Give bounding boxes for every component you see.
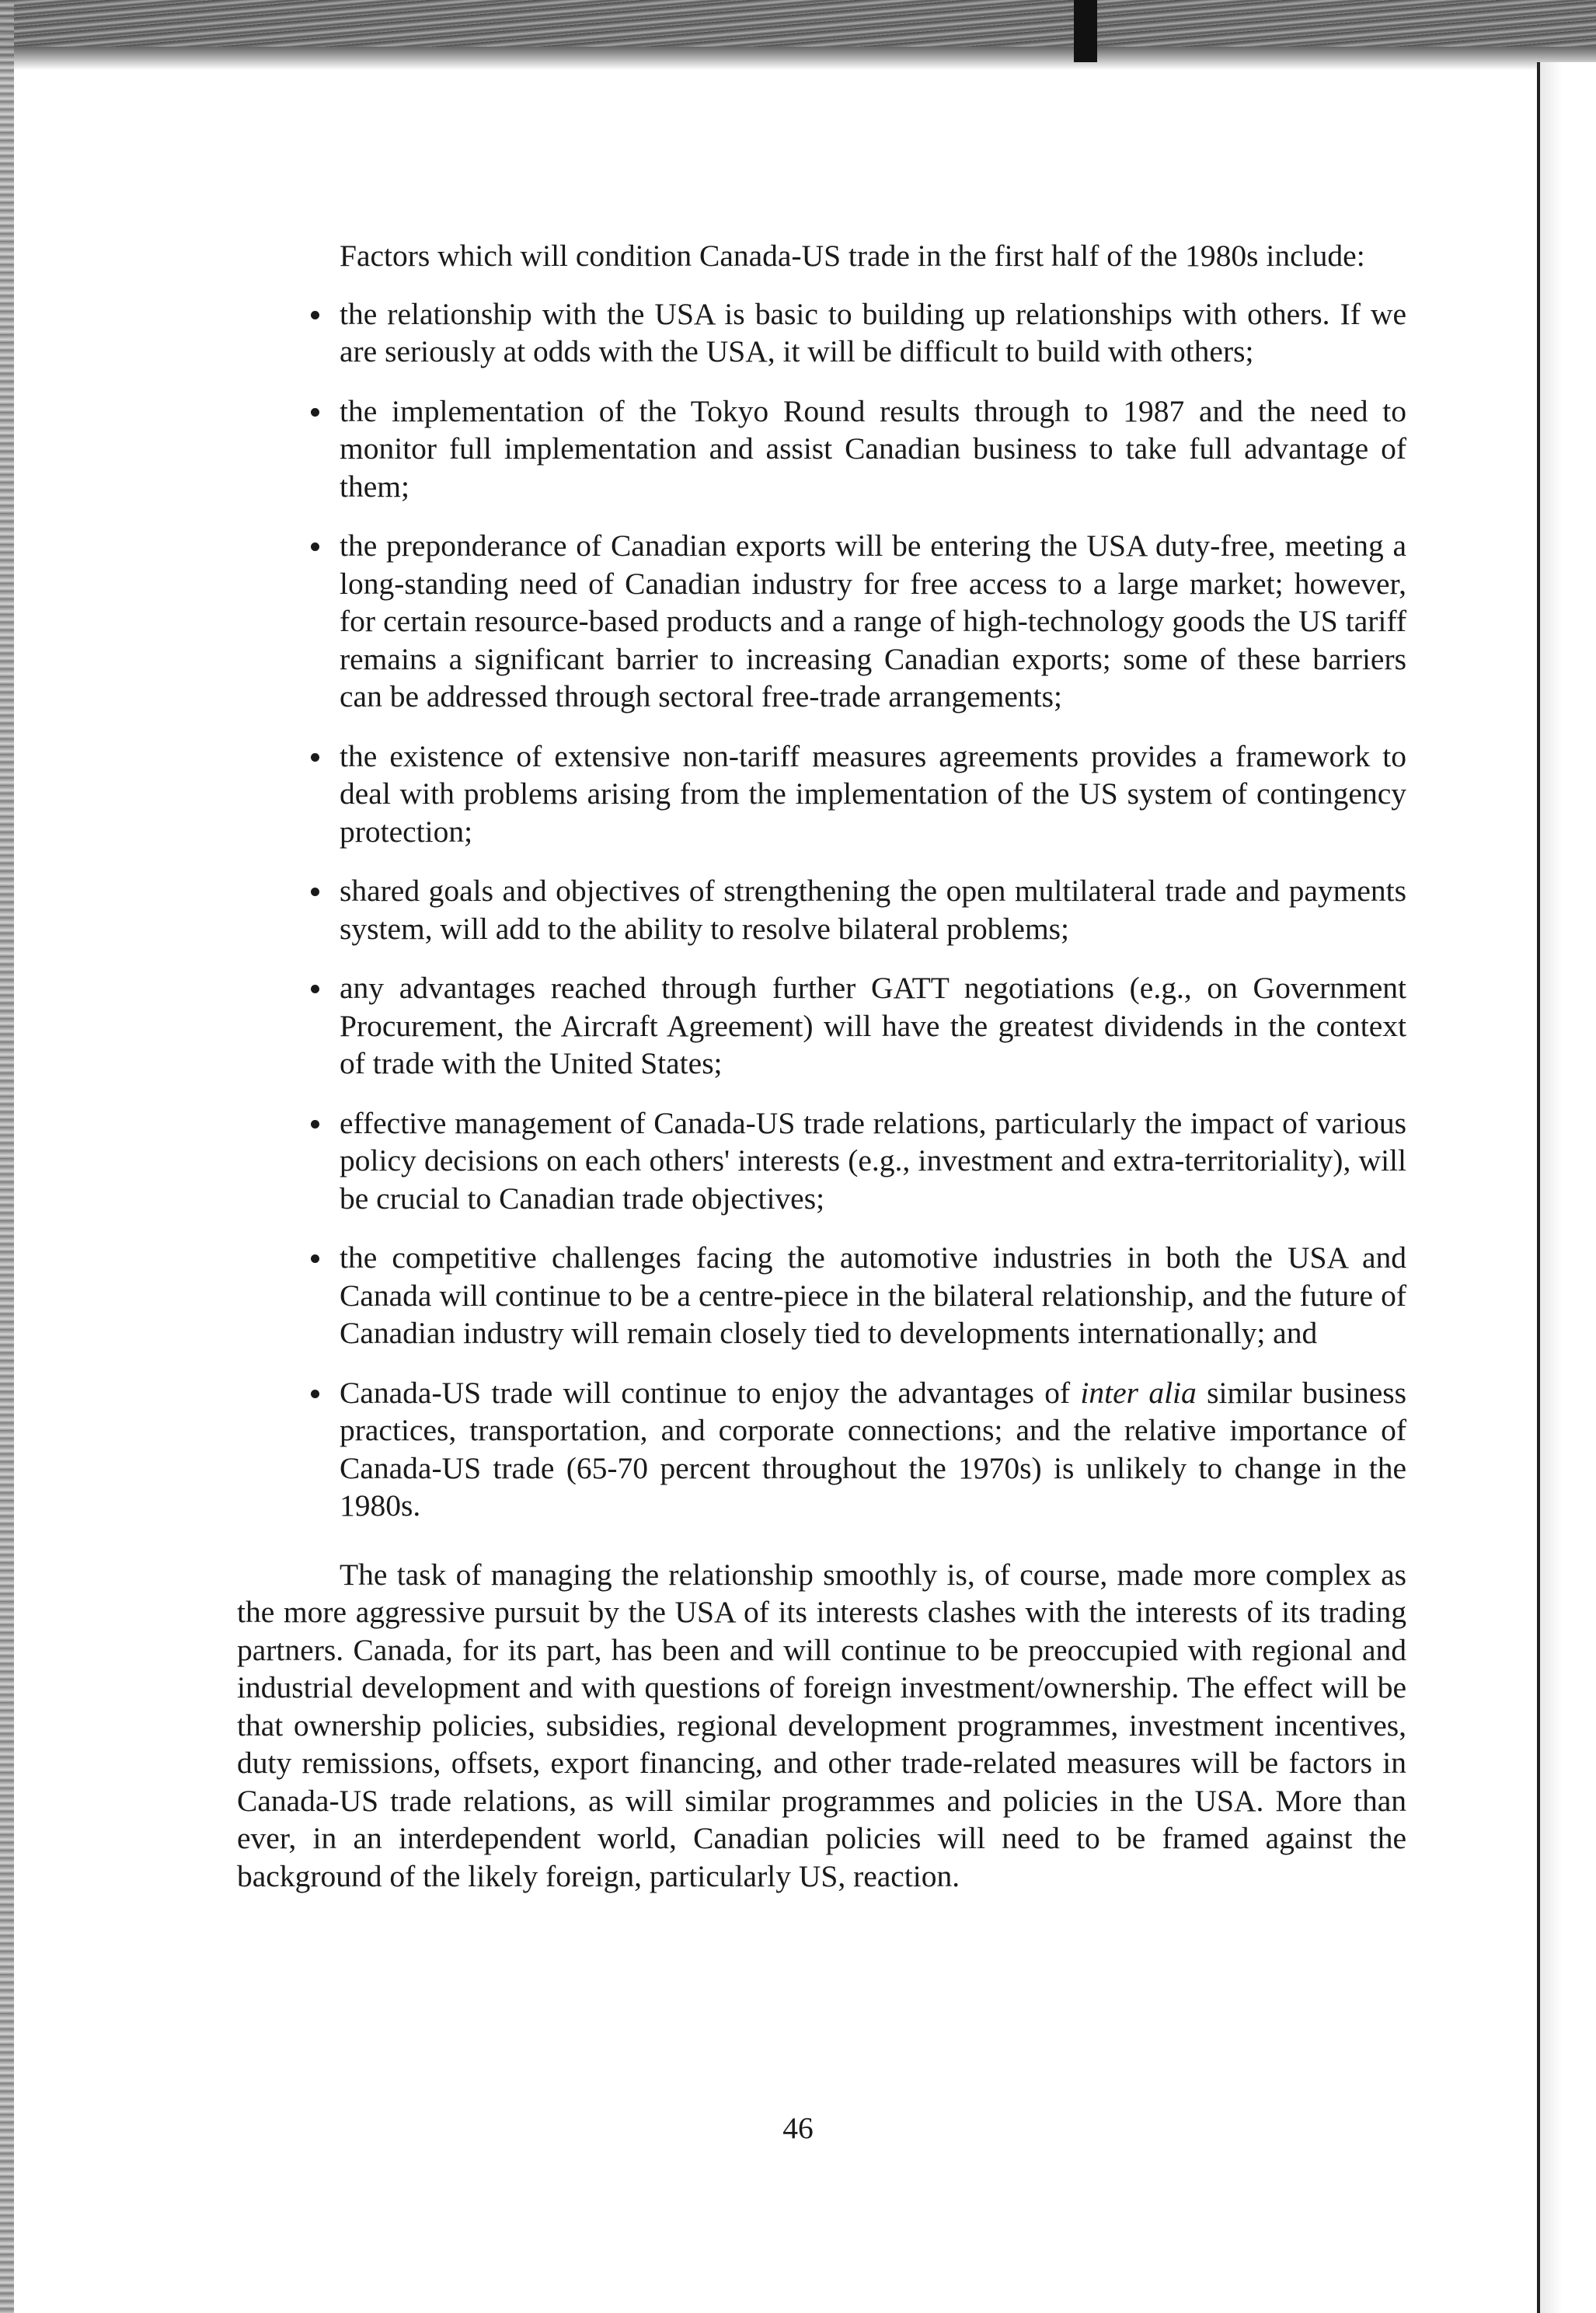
list-item xyxy=(237,1104,1406,1218)
bullet-icon xyxy=(311,542,319,551)
list-item xyxy=(237,872,1406,947)
list-item-text-start: Canada-US trade will continue to enjoy the advantages of xyxy=(340,1375,1081,1410)
list-item xyxy=(237,392,1406,506)
list-item-text: shared goals and objectives of strengthening the open multilateral trade and payments system, will add to the ability to resolve bilateral problems; xyxy=(340,874,1406,946)
page-number: 46 xyxy=(782,2111,814,2145)
bullet-icon xyxy=(311,985,319,993)
list-item-text: the relationship with the USA is basic to building up relationships with others. If we are seriously at odds with the USA, it will be difficult to build with others; xyxy=(340,296,1406,368)
bullet-icon xyxy=(311,753,319,762)
bullet-icon xyxy=(311,311,319,319)
bullet-icon xyxy=(311,1390,319,1398)
document-page xyxy=(237,237,1406,1895)
list-item xyxy=(237,295,1406,371)
closing-paragraph: The task of managing the relationship smoothly is, of course, made more complex as the more aggressive pursuit by the USA of its interests clashes with the interests of its trading partners. Canada, for its part, has been and will continue to be preoccupied with regional and industrial development and with questions of foreign investment/ownership. The effect will be that ownership policies, subsidies, regional development programmes, investment incentives, duty remissions, offsets, export financing, and other trade-related measures will be factors in Canada-US trade relations, as will similar programmes and policies in the USA. More than ever, in an interdependent world, Canadian policies will need to be framed against the background of the likely foreign, particularly US, reaction. xyxy=(237,1557,1406,1893)
list-item xyxy=(237,1374,1406,1525)
intro-paragraph: Factors which will condition Canada-US trade in the first half of the 1980s include: xyxy=(340,239,1365,273)
list-item xyxy=(237,738,1406,851)
list-item-text: the competitive challenges facing the automotive industries in both the USA and Canada will continue to be a centre-piece in the bilateral relationship, and the future of Canadian industry will remain closely tied to developments internationally; and xyxy=(340,1240,1406,1350)
bullet-icon xyxy=(311,1254,319,1263)
list-item-text: any advantages reached through further GATT negotiations (e.g., on Government Procurement, the Aircraft Agreement) will have the greatest dividends in the context of trade with the United States; xyxy=(340,971,1406,1080)
italic-term: inter alia xyxy=(1080,1375,1197,1410)
list-item xyxy=(237,527,1406,716)
bullet-icon xyxy=(311,408,319,417)
scan-left-border xyxy=(0,0,14,2313)
list-item-text: the implementation of the Tokyo Round results through to 1987 and the need to monitor full implementation and assist Canadian business to take full advantage of them; xyxy=(340,393,1406,504)
list-item-text: the preponderance of Canadian exports will be entering the USA duty-free, meeting a long-standing need of Canadian industry for free access to a large market; however, for certain resource-based products and a range of high-technology goods the US tariff remains a significant barrier to increasing Canadian exports; some of these barriers can be addressed through sectoral free-trade arrangements; xyxy=(340,529,1406,713)
scan-right-edge xyxy=(1540,62,1596,2313)
scan-top-mark xyxy=(1074,0,1097,62)
bullet-icon xyxy=(311,1120,319,1129)
list-item xyxy=(237,969,1406,1083)
list-item-text-end: similar business practices, transportation, and corporate connections; and the relative importance of Canada-US trade (65-70 percent throughout the 1970s) is unlikely to change in the 1980s. xyxy=(340,1375,1406,1523)
scan-top-shadow xyxy=(0,47,1596,70)
factor-list xyxy=(237,295,1406,1525)
list-item-text: effective management of Canada-US trade relations, particularly the impact of various policy decisions on each others' interests (e.g., investment and extra-territoriality), will be crucial to Canadian trade objectives; xyxy=(340,1105,1406,1216)
list-item-text: the existence of extensive non-tariff measures agreements provides a framework to deal with problems arising from the implementation of the US system of contingency protection; xyxy=(340,738,1406,849)
list-item xyxy=(237,1239,1406,1352)
bullet-icon xyxy=(311,888,319,896)
